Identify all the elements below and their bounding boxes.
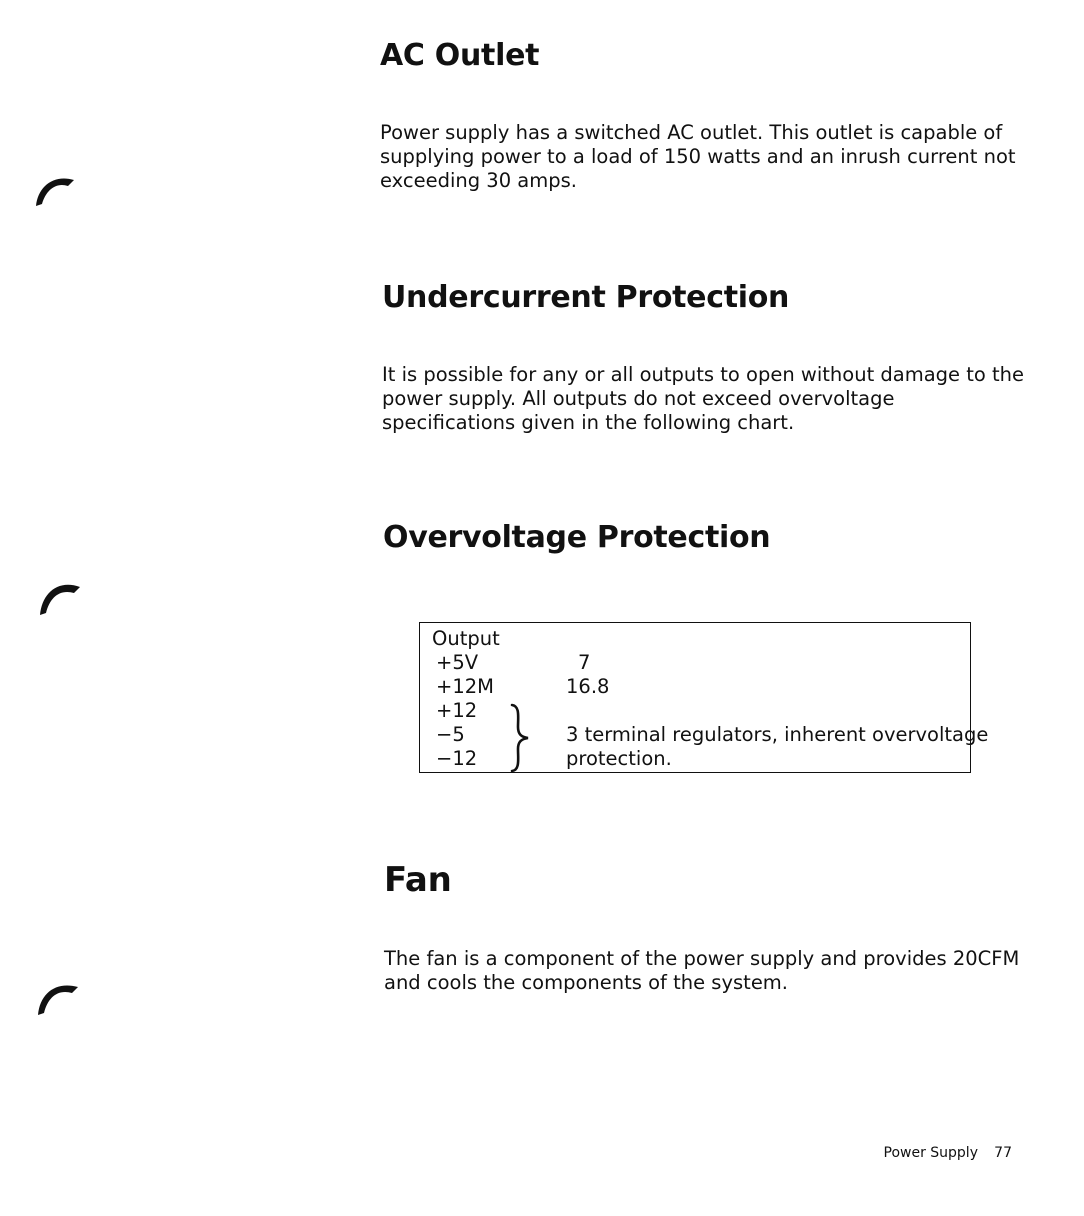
section-heading-overvoltage-protection: Overvoltage Protection [383,520,771,555]
table-grouped-value-line: protection. [566,747,672,770]
table-output-cell: +5V [436,651,479,674]
binder-hole-mark-icon [34,573,84,623]
body-line: The fan is a component of the power supply and provides 20CFM [384,947,1020,970]
body-line: exceeding 30 amps. [380,169,577,192]
table-value-cell: 7 [578,651,591,674]
binder-hole-mark-icon [30,168,80,218]
section-body-ac-outlet [380,121,1016,193]
section-heading-fan: Fan [384,860,452,900]
right-brace-icon [506,703,534,773]
body-line: and cools the components of the system. [384,971,789,994]
section-heading-undercurrent-protection: Undercurrent Protection [382,280,790,315]
table-header-output: Output [432,627,500,650]
table-grouped-value-line: 3 terminal regulators, inherent overvoltage [566,723,989,746]
body-line: specifications given in the following chart. [382,411,795,434]
table-value-cell: 16.8 [566,675,610,698]
overvoltage-table [419,622,989,773]
body-line: Power supply has a switched AC outlet. This outlet is capable of [380,121,1003,144]
table-output-cell: −12 [436,747,478,770]
table-output-cell: +12M [436,675,494,698]
body-line: supplying power to a load of 150 watts and an inrush current not [380,145,1016,168]
section-body-fan [384,947,1019,995]
body-line: It is possible for any or all outputs to open without damage to the [382,363,1025,386]
binder-hole-mark-icon [32,975,82,1025]
body-line: power supply. All outputs do not exceed overvoltage [382,387,895,410]
section-heading-ac-outlet: AC Outlet [380,38,540,73]
section-body-undercurrent-protection [382,363,1024,435]
table-output-cell: −5 [436,723,465,746]
table-output-cell: +12 [436,699,478,722]
page-number: 77 [994,1145,1012,1161]
footer-section-label: Power Supply [883,1145,978,1161]
